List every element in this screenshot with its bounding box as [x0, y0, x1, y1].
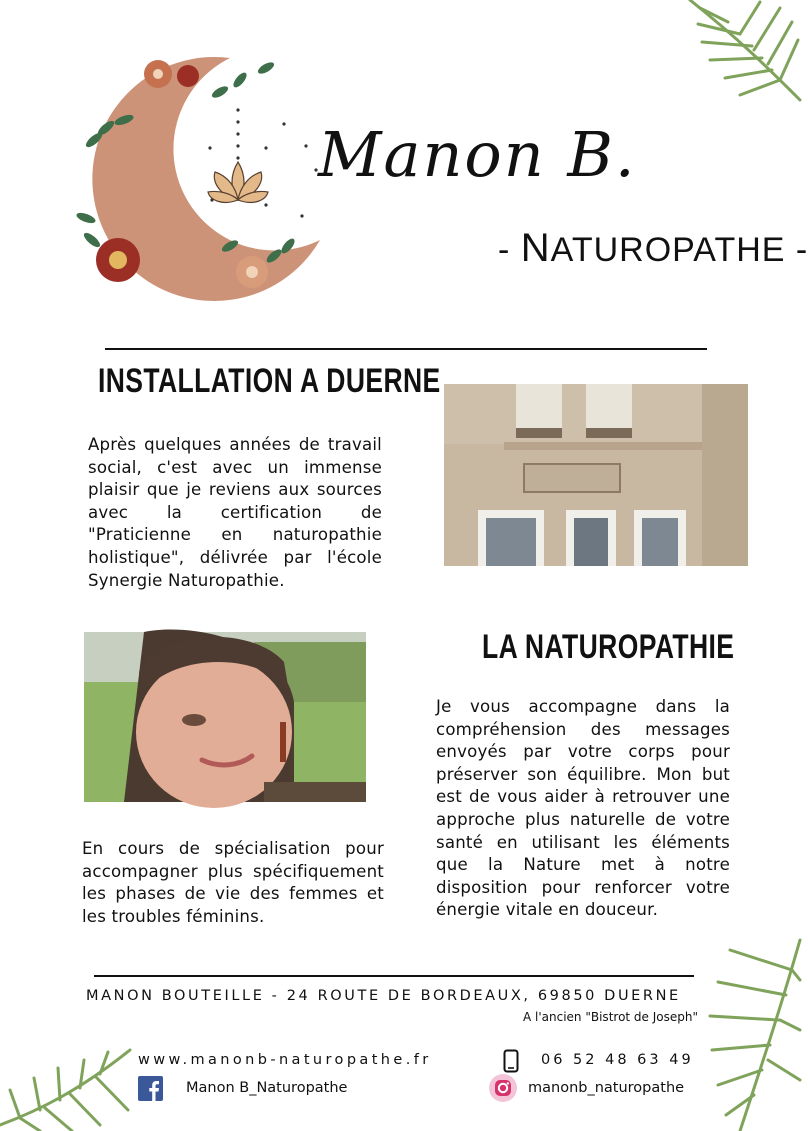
palm-leaf-bottom-left	[0, 1030, 140, 1131]
phone-icon	[503, 1049, 519, 1073]
facebook-handle[interactable]: Manon B_Naturopathe	[186, 1080, 348, 1096]
section-body-specialisation: En cours de spécialisation pour accompagner plus spécifiquement les phases de vie des femmes et les troubles féminins.	[82, 839, 384, 926]
brand-title-rest: ATUROPATHE	[550, 231, 786, 269]
building-photo	[444, 384, 748, 566]
footer-divider	[94, 975, 694, 977]
phone-number[interactable]: 06 52 48 63 49	[541, 1052, 694, 1068]
instagram-icon[interactable]	[488, 1073, 518, 1103]
palm-leaf-top-right	[680, 0, 800, 110]
section-heading-naturopathie: LA NATUROPATHIE	[482, 628, 735, 666]
brand-title-initial: N	[520, 226, 551, 270]
palm-leaf-bottom-right	[700, 920, 800, 1131]
crescent-moon-lotus-logo	[70, 50, 330, 310]
website-link[interactable]: www.manonb-naturopathe.fr	[138, 1052, 432, 1068]
brand-title: - NATUROPATHE -	[498, 226, 808, 270]
section-body-installation: Après quelques années de travail social, c'est avec un immense plaisir que je reviens aux sources avec la certification de "Praticienne en naturopathie holistique", délivrée par l'école Synergie Naturopathie.	[88, 435, 382, 590]
facebook-icon[interactable]	[138, 1076, 163, 1101]
section-body-naturopathie: Je vous accompagne dans la compréhension des messages envoyés par votre corps pour préserver son équilibre. Mon but est de vous aider à retrouver une approche plus naturelle de votre santé en utilisant les éléments que la Nature met à notre disposition pour renforcer votre énergie vitale en douceur.	[436, 697, 730, 920]
footer-note: A l'ancien "Bistrot de Joseph"	[523, 1010, 698, 1024]
portrait-photo	[84, 632, 366, 802]
instagram-handle[interactable]: manonb_naturopathe	[528, 1080, 685, 1096]
header-divider	[105, 348, 707, 350]
section-heading-installation: INSTALLATION A DUERNE	[98, 362, 441, 400]
footer-address: MANON BOUTEILLE - 24 ROUTE DE BORDEAUX, 69850 DUERNE	[86, 988, 681, 1004]
brand-name: Manon B.	[318, 118, 637, 191]
